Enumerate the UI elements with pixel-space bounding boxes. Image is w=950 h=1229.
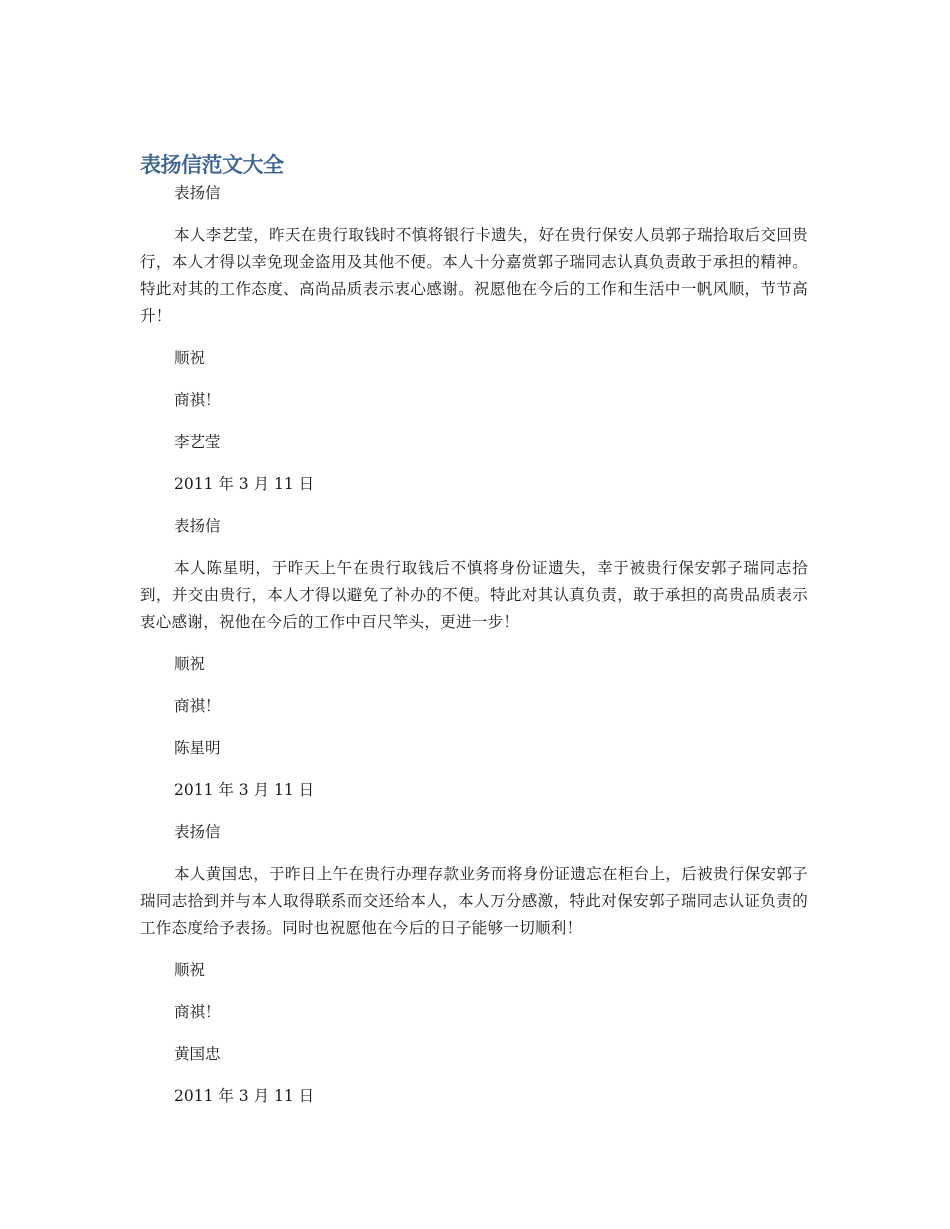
letter-closing: 顺祝 xyxy=(174,961,206,979)
letter-regards: 商祺！ xyxy=(174,697,221,715)
letter-heading: 表扬信 xyxy=(174,823,221,841)
letter-signature: 李艺莹 xyxy=(174,433,221,451)
letter-date: 2011 年 3 月 11 日 xyxy=(174,781,315,799)
letter-3 xyxy=(140,819,808,1110)
letter-closing: 顺祝 xyxy=(174,655,206,673)
letter-heading: 表扬信 xyxy=(174,517,221,535)
letter-body: 本人陈星明，于昨天上午在贵行取钱后不慎将身份证遗失，幸于被贵行保安郭子瑞同志拾到，并交由贵行，本人才得以避免了补办的不便。特此对其认真负责，敢于承担的高贵品质表示衷心感谢，祝他在今后的工作中百尺竿头，更进一步！ xyxy=(140,559,808,631)
letter-heading: 表扬信 xyxy=(174,184,221,202)
letter-signature: 黄国忠 xyxy=(174,1045,221,1063)
document-title: 表扬信范文大全 xyxy=(140,153,284,177)
letter-1 xyxy=(140,180,808,513)
document-page xyxy=(140,150,808,1110)
letter-2 xyxy=(140,513,808,819)
letter-body: 本人李艺莹，昨天在贵行取钱时不慎将银行卡遗失，好在贵行保安人员郭子瑞拾取后交回贵行，本人才得以幸免现金盗用及其他不便。本人十分嘉赏郭子瑞同志认真负责敢于承担的精神。特此对其的工作态度、高尚品质表示衷心感谢。祝愿他在今后的工作和生活中一帆风顺，节节高升！ xyxy=(140,226,808,325)
letter-closing: 顺祝 xyxy=(174,349,206,367)
letter-regards: 商祺！ xyxy=(174,1003,221,1021)
letter-date: 2011 年 3 月 11 日 xyxy=(174,1087,315,1105)
letter-signature: 陈星明 xyxy=(174,739,221,757)
letter-body: 本人黄国忠，于昨日上午在贵行办理存款业务而将身份证遗忘在柜台上，后被贵行保安郭子瑞同志拾到并与本人取得联系而交还给本人，本人万分感激，特此对保安郭子瑞同志认证负责的工作态度给予表扬。同时也祝愿他在今后的日子能够一切顺利！ xyxy=(140,865,808,937)
letter-date: 2011 年 3 月 11 日 xyxy=(174,475,315,493)
letter-regards: 商祺！ xyxy=(174,391,221,409)
